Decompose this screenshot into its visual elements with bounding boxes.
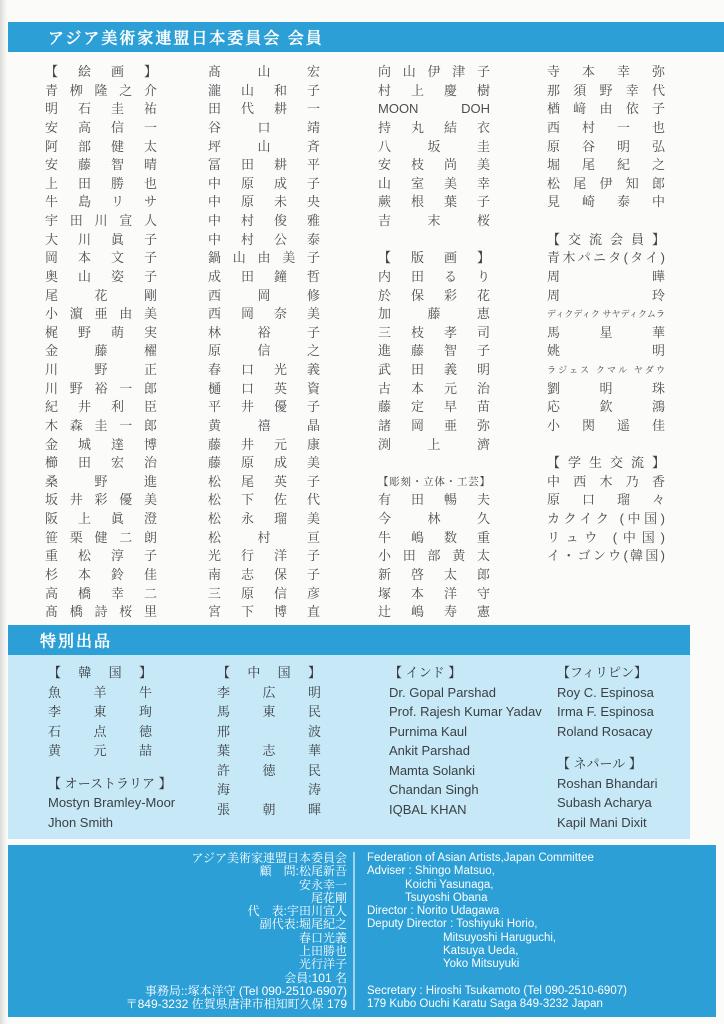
- member-name: 瀧山和子: [208, 82, 320, 98]
- special-member-name: 海涛: [217, 782, 321, 797]
- special-member-name: 魚羊牛: [48, 684, 152, 700]
- footer-line: 顧 問:松尾新吾: [259, 864, 347, 879]
- member-name: 周曄: [547, 268, 665, 284]
- special-member-name: 【 インド 】: [389, 665, 462, 680]
- member-column-painting-2: [208, 63, 320, 622]
- member-name: 紀井利臣: [45, 399, 157, 415]
- member-name: 成田鐘哲: [208, 268, 320, 284]
- member-name: 林裕子: [208, 324, 320, 340]
- member-name: 内田るり: [378, 268, 490, 284]
- member-name: 【学生交流】: [547, 455, 665, 471]
- special-member-name: 【 ネパール 】: [557, 756, 642, 771]
- special-member-name: 石点徳: [48, 723, 152, 739]
- member-column-painting-1: [45, 63, 157, 622]
- special-member-name: 【中国】: [217, 665, 321, 680]
- member-name: 原谷明弘: [547, 138, 665, 154]
- member-name: 木森圭一郎: [45, 417, 157, 433]
- special-member-name: Subash Acharya: [557, 795, 652, 810]
- page-title-bar: [8, 22, 724, 52]
- special-member-name: [48, 761, 152, 774]
- special-member-name: IQBAL KHAN: [389, 801, 467, 817]
- special-member-name: Chandan Singh: [389, 782, 479, 797]
- member-name: 那須野幸代: [547, 82, 665, 98]
- member-name: 藤定早苗: [378, 399, 490, 415]
- member-name: 坂井彩優美: [45, 492, 157, 508]
- special-member-name: 黄元喆: [48, 743, 152, 758]
- member-name: 小田部黄太: [378, 548, 490, 564]
- special-member-name: 【フィリピン】: [557, 665, 647, 680]
- member-name: 阿部健太: [45, 138, 157, 154]
- footer-line: Federation of Asian Artists,Japan Committee: [367, 852, 594, 864]
- member-name: 安枝尚美: [378, 157, 490, 173]
- member-name: 髙橋詩桜里: [45, 604, 157, 620]
- footer-organization-block: [8, 845, 716, 1017]
- member-name: 鍋山由美子: [208, 250, 320, 266]
- member-name: 上田勝也: [45, 175, 157, 191]
- member-name: 加藤恵: [378, 306, 490, 322]
- member-name: 笹栗健二朗: [45, 529, 157, 545]
- member-name: 梶野萌実: [45, 324, 157, 340]
- special-column-china: [217, 663, 321, 819]
- special-member-name: Irma F. Espinosa: [557, 704, 654, 719]
- member-name: 【彫刻・立体・工芸】: [378, 475, 490, 488]
- footer-line: [367, 972, 712, 985]
- member-name: 山室美幸: [378, 175, 490, 191]
- member-name: MOON DOH: [378, 101, 490, 117]
- member-name: 冨田耕平: [208, 157, 320, 173]
- member-name: 今林久: [378, 511, 490, 526]
- member-name: 堀尾紀之: [547, 157, 665, 173]
- member-column-exchange-student: [547, 63, 665, 566]
- member-name: 寺本幸弥: [547, 64, 665, 79]
- member-name: 尾花剛: [45, 287, 157, 303]
- page-title: アジア美術家連盟日本委員会 会員: [48, 30, 324, 48]
- member-name: 松下佐代: [208, 492, 320, 508]
- footer-line: Mitsuyoshi Haruguchi,: [443, 931, 557, 944]
- special-member-name: [557, 741, 661, 754]
- member-name: [547, 436, 665, 455]
- special-member-name: Purnima Kaul: [389, 723, 468, 739]
- footer-line: Director : Norito Udagawa: [367, 905, 500, 918]
- scan-edge-artifact: [0, 0, 7, 1024]
- member-name: 中西木乃香: [547, 473, 665, 489]
- member-name: 田代耕一: [208, 101, 320, 117]
- footer-line: Koichi Yasunaga,: [405, 878, 494, 891]
- footer-line: Adviser : Shingo Matsuo,: [367, 865, 495, 878]
- footer-line: 事務局::塚本洋守 (Tel 090-2510-6907): [144, 983, 347, 998]
- member-name: 新啓太郎: [378, 566, 490, 582]
- footer-line: 上田勝也: [298, 944, 347, 959]
- member-name: 藤原成美: [208, 455, 320, 471]
- member-name: 杉本鈴佳: [45, 566, 157, 582]
- special-member-name: Jhon Smith: [48, 814, 114, 830]
- special-member-name: Mamta Solanki: [389, 762, 475, 778]
- member-name: ラジェス クマル ヤダウ: [547, 365, 665, 375]
- member-name: [378, 231, 490, 250]
- special-member-name: Roshan Bhandari: [557, 775, 658, 791]
- member-name: 松尾伊知郎: [547, 175, 665, 191]
- member-name: 川野正: [45, 362, 157, 377]
- member-name: 黄禧晶: [208, 417, 320, 433]
- member-name: 【交流会員】: [547, 231, 665, 247]
- special-column-philippines-nepal: [557, 663, 661, 832]
- footer-line: 光行洋子: [298, 957, 347, 972]
- footer-line: 代 表:宇田川宣人: [247, 904, 347, 919]
- member-name: 光行洋子: [208, 548, 320, 564]
- special-member-name: 【韓国】: [48, 665, 152, 680]
- member-name: 渕上濟: [378, 436, 490, 452]
- footer-line: 副代表:堀尾紀之: [259, 917, 347, 932]
- footer-line: 〒849-3232 佐賀県唐津市相知町久保 179: [125, 997, 347, 1012]
- footer-line: Katsuya Ueda,: [443, 945, 519, 958]
- member-name: 中村公泰: [208, 231, 320, 247]
- footer-line: Tsuyoshi Obana: [405, 891, 488, 904]
- member-name: 松村亘: [208, 529, 320, 545]
- member-name: 見崎泰中: [547, 194, 665, 210]
- special-member-name: 葉志華: [217, 743, 321, 758]
- member-name: 古本元治: [378, 380, 490, 396]
- special-member-name: 李東珣: [48, 704, 152, 719]
- member-name: 諸岡亜弥: [378, 417, 490, 433]
- member-name: 南志保子: [208, 566, 320, 582]
- special-member-name: Kapil Mani Dixit: [557, 814, 647, 830]
- special-member-name: Roy C. Espinosa: [557, 684, 654, 700]
- special-member-name: Prof. Rajesh Kumar Yadav: [389, 704, 542, 719]
- footer-line: 尾花剛: [310, 890, 347, 905]
- member-name: 向山伊津子: [378, 64, 490, 79]
- member-name: 春口光義: [208, 362, 320, 377]
- member-name: [378, 454, 490, 473]
- member-name: 重松淳子: [45, 548, 157, 564]
- member-name: 三原信彦: [208, 585, 320, 601]
- member-name: 藤井元康: [208, 436, 320, 452]
- footer-line: 179 Kubo Ouchi Karatu Saga 849-3232 Japan: [367, 998, 603, 1011]
- special-column-korea-australia: [48, 663, 175, 832]
- member-name: 中村俊雅: [208, 213, 320, 228]
- member-name: 西岡奈美: [208, 306, 320, 322]
- member-name: 松永瑠美: [208, 511, 320, 526]
- member-name: 有田暢夫: [378, 492, 490, 508]
- footer-line: Deputy Director : Toshiyuki Horio,: [367, 918, 538, 931]
- member-name: 原口瑠々: [547, 492, 665, 508]
- special-member-name: 邢波: [217, 723, 321, 739]
- member-name: 八坂圭: [378, 138, 490, 154]
- member-name: 大川眞子: [45, 231, 157, 247]
- special-member-name: 張朝暉: [217, 801, 321, 817]
- member-name: 村上慶樹: [378, 82, 490, 98]
- special-member-name: 【 オーストラリア 】: [48, 775, 172, 791]
- member-name: 宮下博直: [208, 604, 320, 620]
- member-name: 平井優子: [208, 399, 320, 415]
- member-name: 西村一也: [547, 119, 665, 135]
- footer-english-info: [367, 852, 712, 1012]
- member-name: イ・ゴンウ(韓国): [547, 548, 665, 564]
- member-name: 中原未央: [208, 194, 320, 210]
- member-name: 岡本文子: [45, 250, 157, 266]
- footer-line: 安永幸一: [298, 877, 347, 892]
- member-name: 小関遥佳: [547, 417, 665, 433]
- footer-line: 春口光義: [298, 930, 347, 945]
- member-name: 於保彩花: [378, 287, 490, 303]
- member-name: 川野裕一郎: [45, 380, 157, 396]
- member-name: 持丸結衣: [378, 119, 490, 135]
- member-name: 三枝孝司: [378, 324, 490, 340]
- member-name: 青栁隆之介: [45, 82, 157, 98]
- member-name: 吉末桜: [378, 213, 490, 228]
- member-name: カクイク (中国): [547, 511, 665, 526]
- member-name: 原信之: [208, 343, 320, 359]
- member-name: 周玲: [547, 287, 665, 303]
- member-name: ディクディク サヤディクムラ: [547, 309, 665, 320]
- member-name: 蕨根葉子: [378, 194, 490, 210]
- member-name: 応欽鴻: [547, 399, 665, 415]
- member-name: 中原成子: [208, 175, 320, 191]
- member-column-painting-print-sculpture: [378, 63, 490, 622]
- special-section-title-bar: [8, 625, 690, 655]
- member-name: 桑野進: [45, 473, 157, 489]
- member-name: 姚明: [547, 343, 665, 359]
- member-name: 谷口靖: [208, 119, 320, 135]
- member-name: 馬星華: [547, 324, 665, 340]
- member-name: 安高信一: [45, 119, 157, 135]
- member-name: 楢﨑由依子: [547, 101, 665, 117]
- member-name: 明石圭祐: [45, 101, 157, 117]
- member-name: 金藤櫂: [45, 343, 157, 359]
- special-section-panel: [8, 655, 690, 839]
- member-name: 武田義明: [378, 362, 490, 377]
- footer-column-divider: [353, 852, 355, 1010]
- member-name: 塚本洋守: [378, 585, 490, 601]
- member-name: 櫛田宏治: [45, 455, 157, 471]
- special-member-name: Roland Rosacay: [557, 723, 653, 739]
- member-name: 辻嶋寿憲: [378, 604, 490, 620]
- member-name: 【絵画】: [45, 64, 157, 79]
- footer-line: Secretary : Hiroshi Tsukamoto (Tel 090-2510-6907): [367, 984, 627, 997]
- special-member-name: Mostyn Bramley-Moor: [48, 795, 176, 810]
- special-member-name: Dr. Gopal Parshad: [389, 684, 496, 700]
- member-name: 宇田川宣人: [45, 213, 157, 228]
- member-name: 坪山斉: [208, 138, 320, 154]
- special-member-name: 馬東民: [217, 704, 321, 719]
- footer-line: アジア美術家連盟日本委員会: [191, 851, 347, 865]
- member-name: 進藤智子: [378, 343, 490, 359]
- member-name: 西岡修: [208, 287, 320, 303]
- footer-line: Yoko Mitsuyuki: [443, 958, 520, 971]
- member-name: 阪上眞澄: [45, 511, 157, 526]
- member-name: 松尾英子: [208, 473, 320, 489]
- member-name: 牛島リサ: [45, 194, 157, 210]
- footer-line: 会員:101 名: [284, 970, 347, 985]
- member-name: リュウ (中国): [547, 529, 665, 545]
- footer-japanese-info: [20, 852, 347, 1012]
- member-name: 劉明珠: [547, 380, 665, 396]
- member-name: 青木パニタ(タイ): [547, 250, 665, 266]
- special-member-name: 李広明: [217, 684, 321, 700]
- member-name: 小濵亜由美: [45, 306, 157, 322]
- member-name: 髙山宏: [208, 64, 320, 79]
- special-member-name: 許徳民: [217, 762, 321, 778]
- member-name: 奥山姿子: [45, 268, 157, 284]
- member-name: 高橋幸二: [45, 585, 157, 601]
- member-name: 【版画】: [378, 250, 490, 266]
- member-name: [547, 212, 665, 231]
- member-name: 安藤智晴: [45, 157, 157, 173]
- member-name: 牛嶋数重: [378, 529, 490, 545]
- member-name: 樋口英資: [208, 380, 320, 396]
- member-name: 金城達博: [45, 436, 157, 452]
- special-column-india: [389, 663, 542, 819]
- special-section-title: 特別出品: [40, 633, 113, 651]
- special-member-name: Ankit Parshad: [389, 743, 470, 758]
